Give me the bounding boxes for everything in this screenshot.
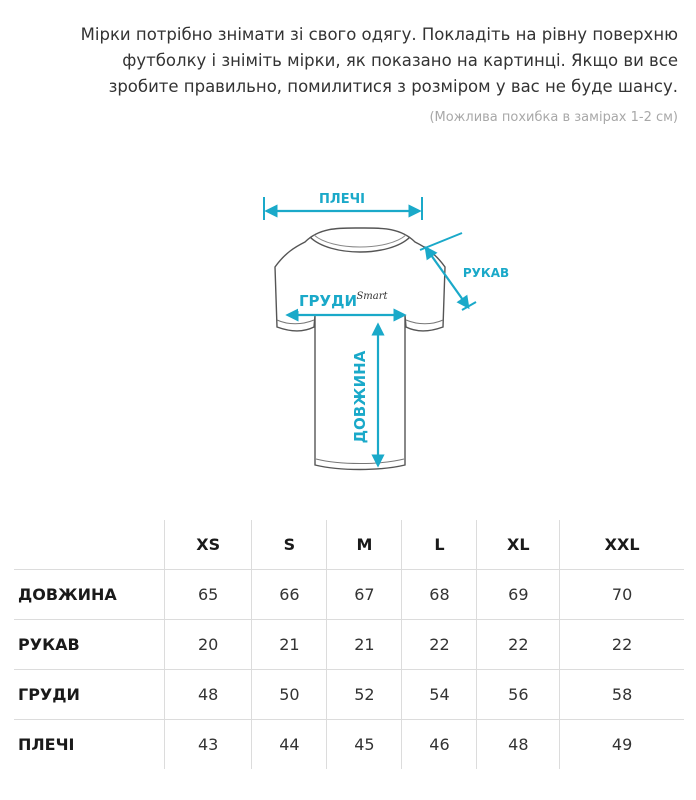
- size-header-xl: XL: [477, 520, 560, 570]
- table-cell: 20: [165, 620, 252, 670]
- table-cell: 58: [560, 670, 684, 720]
- table-cell: 49: [560, 720, 684, 770]
- sleeve-arrow: [426, 248, 468, 307]
- instruction-line-1: Мірки потрібно знімати зі свого одягу. Покладіть на рівну поверхню: [80, 25, 678, 44]
- table-cell: 56: [477, 670, 560, 720]
- table-cell: 46: [402, 720, 477, 770]
- table-cell: 21: [252, 620, 327, 670]
- size-header-s: S: [252, 520, 327, 570]
- table-row-chest: [14, 670, 684, 720]
- row-label-length: ДОВЖИНА: [14, 570, 165, 620]
- row-label-sleeve: РУКАВ: [14, 620, 165, 670]
- table-cell: 70: [560, 570, 684, 620]
- table-cell: 54: [402, 670, 477, 720]
- brand-logo: Smart: [356, 291, 388, 302]
- table-cell: 69: [477, 570, 560, 620]
- measurement-error-note: (Можлива похибка в замірах 1-2 см): [429, 110, 678, 125]
- table-cell: 44: [252, 720, 327, 770]
- table-cell: 43: [165, 720, 252, 770]
- size-header-row: [14, 520, 684, 570]
- table-row-shoulders: [14, 720, 684, 770]
- table-cell: 50: [252, 670, 327, 720]
- length-label: ДОВЖИНА: [351, 350, 369, 444]
- table-cell: 68: [402, 570, 477, 620]
- sleeve-label: РУКАВ: [462, 266, 510, 280]
- size-header-l: L: [402, 520, 477, 570]
- table-corner-cell: [14, 520, 165, 570]
- instruction-line-3: зробите правильно, помилитися з розміром у вас не буде шансу.: [108, 77, 678, 96]
- table-cell: 67: [327, 570, 402, 620]
- table-cell: 48: [165, 670, 252, 720]
- table-cell: 65: [165, 570, 252, 620]
- shoulders-label: ПЛЕЧІ: [319, 192, 365, 207]
- table-cell: 22: [402, 620, 477, 670]
- size-header-xs: XS: [165, 520, 252, 570]
- chest-label: ГРУДИ: [298, 292, 358, 310]
- table-row-sleeve: [14, 620, 684, 670]
- table-cell: 22: [560, 620, 684, 670]
- table-cell: 22: [477, 620, 560, 670]
- table-cell: 48: [477, 720, 560, 770]
- table-row-length: [14, 570, 684, 620]
- table-cell: 66: [252, 570, 327, 620]
- table-cell: 21: [327, 620, 402, 670]
- size-instructions: [18, 22, 678, 125]
- row-label-shoulders: ПЛЕЧІ: [18, 735, 75, 754]
- table-cell: 52: [327, 670, 402, 720]
- instruction-line-2: футболку і зніміть мірки, як показано на картинці. Якщо ви все: [122, 51, 678, 70]
- tshirt-measurement-diagram: [200, 175, 520, 485]
- size-header-xxl: XXL: [560, 520, 684, 570]
- size-chart-table: [14, 520, 684, 769]
- size-header-m: M: [327, 520, 402, 570]
- row-label-chest: ГРУДИ: [14, 670, 165, 720]
- table-cell: 45: [327, 720, 402, 770]
